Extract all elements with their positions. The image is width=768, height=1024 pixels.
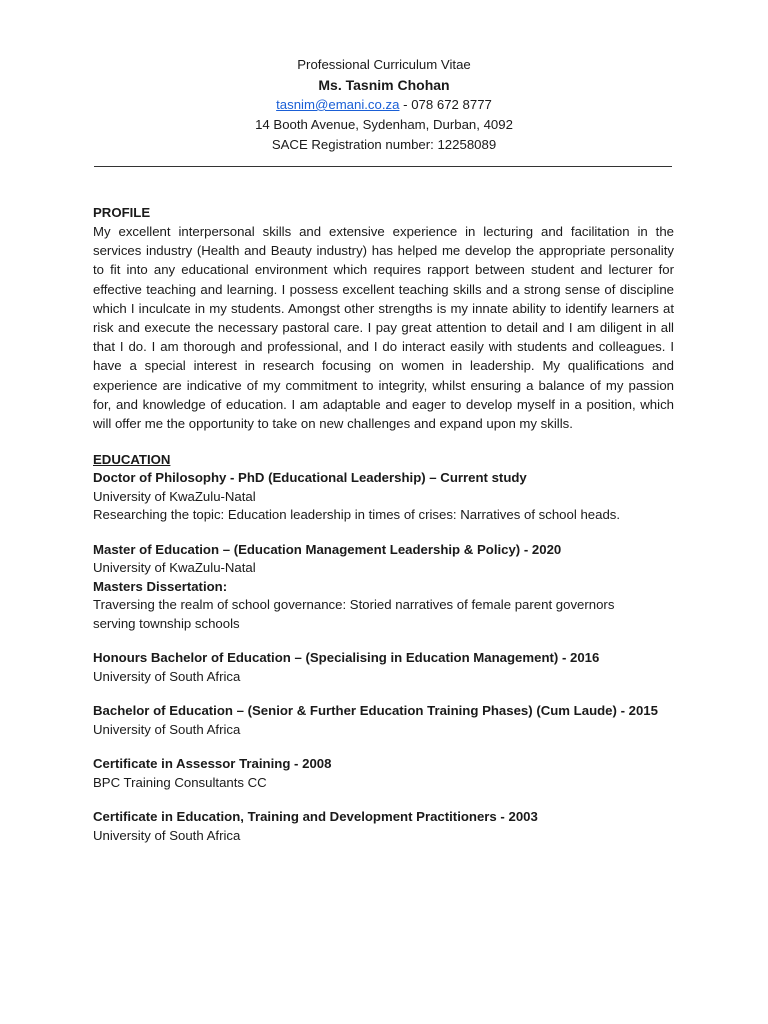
degree-title: Doctor of Philosophy - PhD (Educational Leadership) – Current study [93, 470, 527, 486]
profile-heading: PROFILE [93, 205, 151, 220]
candidate-name: Ms. Tasnim Chohan [318, 77, 450, 93]
education-entry-etd [93, 808, 674, 845]
address: 14 Booth Avenue, Sydenham, Durban, 4092 [255, 117, 513, 132]
cv-body [93, 203, 674, 861]
sace-registration: SACE Registration number: 12258089 [271, 137, 497, 152]
dissertation-title-line-1: Traversing the realm of school governance: Storied narratives of female parent governors [93, 597, 615, 613]
education-entry-med [93, 541, 674, 634]
education-entry-phd [93, 469, 674, 525]
education-section [93, 450, 674, 845]
header-divider [94, 166, 672, 167]
degree-title: Honours Bachelor of Education – (Specialising in Education Management) - 2016 [93, 650, 600, 666]
degree-title: Bachelor of Education – (Senior & Further Education Training Phases) (Cum Laude) - 2015 [93, 703, 658, 719]
education-entry-honours [93, 649, 674, 686]
certificate-title: Certificate in Assessor Training - 2008 [93, 756, 332, 772]
institution: University of South Africa [93, 721, 241, 737]
institution: University of South Africa [93, 827, 241, 843]
institution: University of KwaZulu-Natal [93, 560, 256, 576]
education-heading: EDUCATION [93, 452, 171, 468]
research-note: Researching the topic: Education leadership in times of crises: Narratives of school heads. [93, 507, 621, 523]
education-entry-assessor [93, 755, 674, 792]
institution: University of KwaZulu-Natal [93, 488, 256, 504]
phone-number: - 078 672 8777 [399, 97, 492, 112]
document-title: Professional Curriculum Vitae [297, 57, 471, 72]
institution: University of South Africa [93, 668, 241, 684]
certificate-title: Certificate in Education, Training and Development Practitioners - 2003 [93, 809, 538, 825]
dissertation-title-line-2: serving township schools [93, 615, 240, 631]
profile-text: My excellent interpersonal skills and extensive experience in lecturing and facilitation in the services industry (Health and Beauty industry) has helped me develop the appropriate personality to fit into any educational environment which requires rapport between student and lecturer for effective teaching and learning. I possess excellent teaching skills and a strong sense of discipline which I inculcate in my students. Amongst other strengths is my innate ability to identify learners at risk and execute the necessary pastoral care. I pay great attention to detail and I am diligent in all that I do. I am thorough and professional, and I do interact easily with students and colleagues. I have a special interest in research focusing on women in leadership. My qualifications and experience are indicative of my commitment to integrity, whilst ensuring a balance of my passion for, and knowledge of education. I am adaptable and eager to develop myself in a position, which will offer me the opportunity to take on new challenges and expand upon my skills. [93, 224, 674, 432]
email-link[interactable]: tasnim@emani.co.za [276, 97, 400, 112]
cv-header [0, 55, 768, 155]
contact-line [0, 95, 768, 115]
dissertation-label: Masters Dissertation: [93, 578, 228, 594]
institution: BPC Training Consultants CC [93, 774, 267, 790]
degree-title: Master of Education – (Education Management Leadership & Policy) - 2020 [93, 541, 562, 557]
education-entry-bed [93, 702, 674, 739]
